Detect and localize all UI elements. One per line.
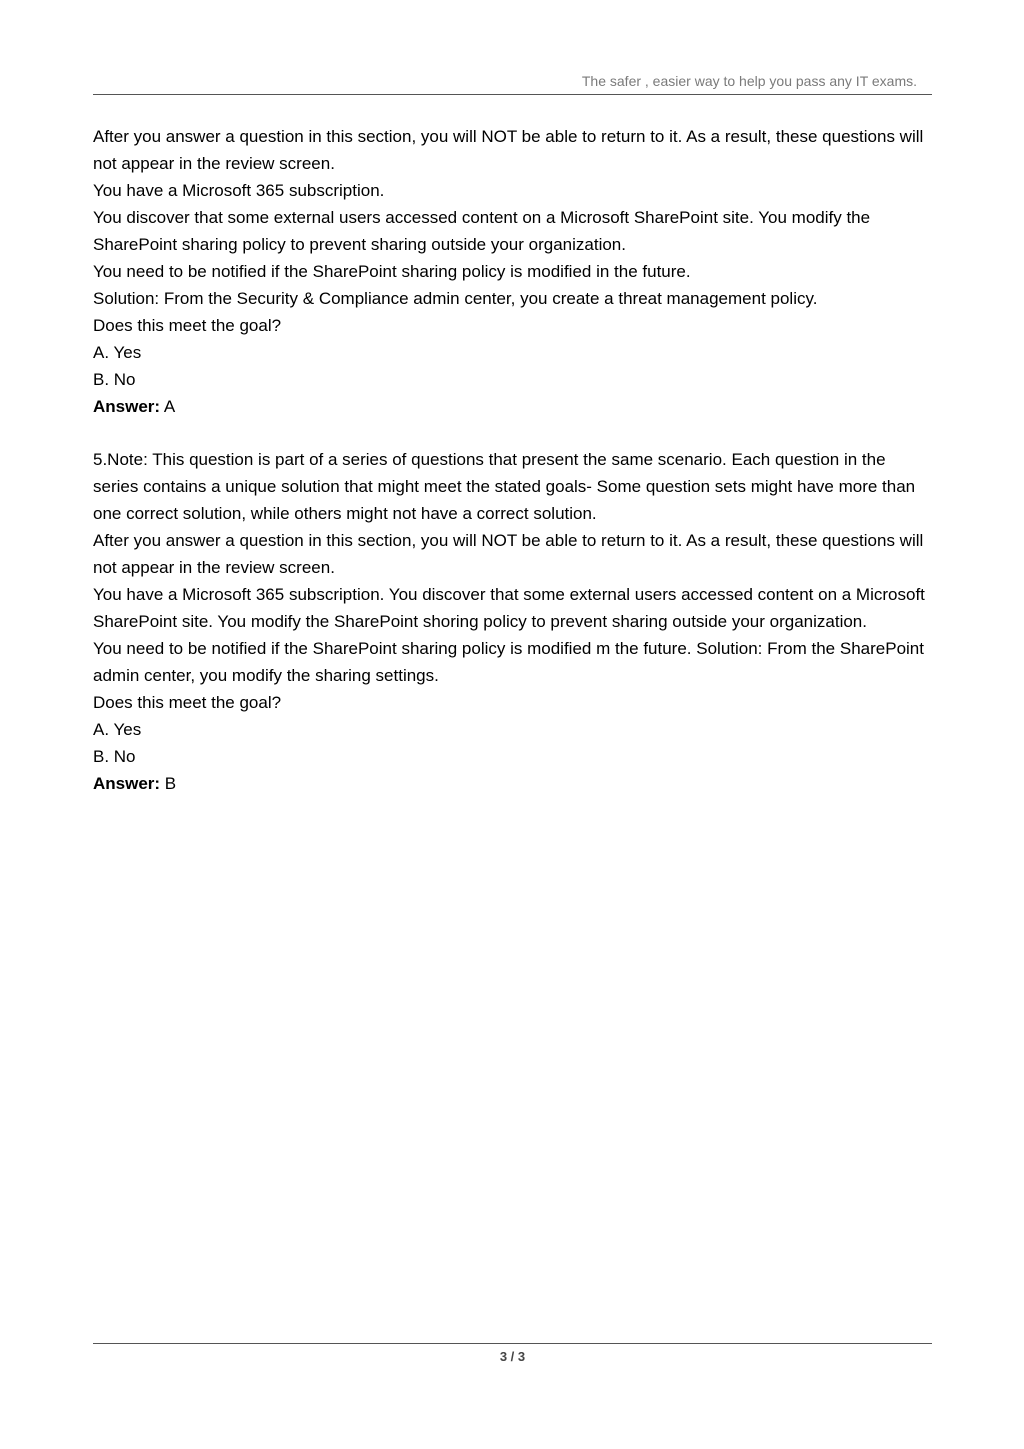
block-spacer xyxy=(93,420,932,446)
question-4-prompt: Does this meet the goal? xyxy=(93,316,282,335)
page-header xyxy=(93,0,932,95)
question-4-solution: Solution: From the Security & Compliance admin center, you create a threat management policy. xyxy=(93,289,818,308)
question-4-requirement: You need to be notified if the SharePoint sharing policy is modified in the future. xyxy=(93,262,691,281)
question-5-answer xyxy=(93,770,932,797)
question-5-requirement: You need to be notified if the SharePoint sharing policy is modified m the future. Solution: From the SharePoint admin center, you modify the sharing settings. xyxy=(93,639,924,685)
answer-label: Answer: xyxy=(93,397,161,416)
answer-label: Answer: xyxy=(93,774,161,793)
question-4-option-a: A. Yes xyxy=(93,343,142,362)
page-footer xyxy=(93,1343,932,1364)
question-4-option-b: B. No xyxy=(93,370,136,389)
question-5-option-a: A. Yes xyxy=(93,720,142,739)
header-tagline: The safer , easier way to help you pass any IT exams. xyxy=(581,73,917,89)
question-4-scenario: You discover that some external users accessed content on a Microsoft SharePoint site. You modify the SharePoint sharing policy to prevent sharing outside your organization. xyxy=(93,208,871,254)
question-4-block xyxy=(93,123,932,420)
question-4-answer xyxy=(93,393,932,420)
question-5-intro: After you answer a question in this section, you will NOT be able to return to it. As a result, these questions will not appear in the review screen. xyxy=(93,531,924,577)
answer-value: B xyxy=(160,774,177,793)
question-4-subscription: You have a Microsoft 365 subscription. xyxy=(93,181,385,200)
question-5-option-b: B. No xyxy=(93,747,136,766)
page-number: 3 / 3 xyxy=(499,1349,526,1364)
answer-value: A xyxy=(160,397,176,416)
question-4-intro: After you answer a question in this section, you will NOT be able to return to it. As a result, these questions will not appear in the review screen. xyxy=(93,127,924,173)
question-5-scenario: You have a Microsoft 365 subscription. You discover that some external users accessed content on a Microsoft SharePoint site. You modify the SharePoint shoring policy to prevent sharing outside your organization. xyxy=(93,585,925,631)
question-5-prompt: Does this meet the goal? xyxy=(93,693,282,712)
question-5-block xyxy=(93,446,932,797)
question-5-note: 5.Note: This question is part of a series of questions that present the same scenario. Each question in the series contains a unique solution that might meet the stated goals- Some question sets might have more than one correct solution, while others might not have a correct solution. xyxy=(93,450,916,523)
document-body xyxy=(93,123,932,797)
